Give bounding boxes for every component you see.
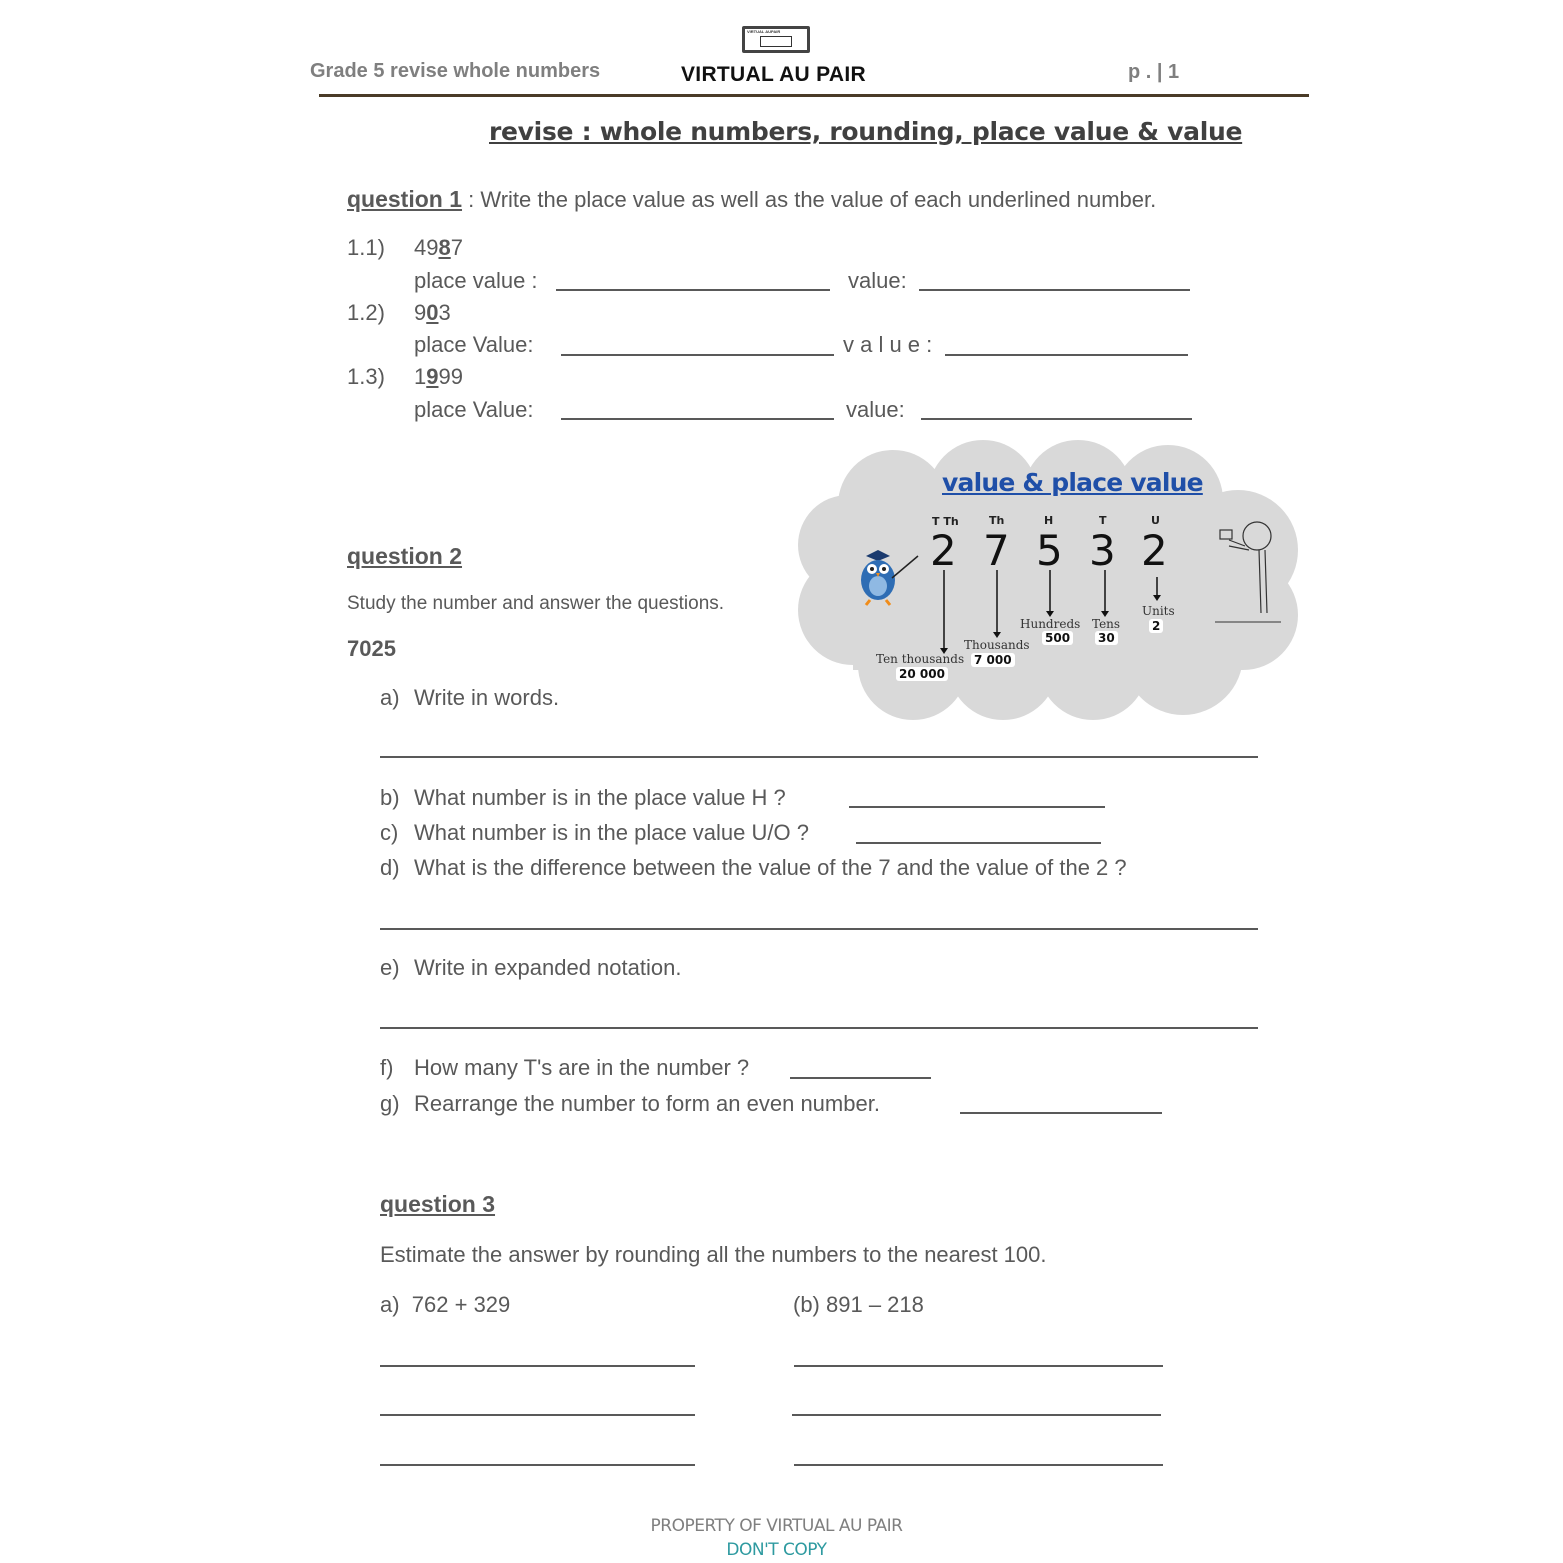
place-value-answer-line[interactable] (556, 289, 830, 291)
digit-units: 2 (1141, 526, 1168, 575)
place-value-label: place Value: (414, 332, 534, 357)
monitor-icon (760, 36, 792, 47)
q1-item-label: 1.2) (347, 300, 385, 325)
col-header-units: U (1151, 514, 1160, 527)
number-part: 3 (438, 300, 451, 325)
answer-line-units[interactable] (856, 842, 1101, 844)
q2-part-label: e) (380, 955, 400, 980)
q2-part-text: Write in expanded notation. (414, 955, 682, 980)
footer-property: PROPERTY OF VIRTUAL AU PAIR (650, 1516, 903, 1536)
digit-hundreds: 5 (1036, 526, 1063, 575)
q1-item-number (414, 364, 463, 390)
answer-line-q3a-3[interactable] (380, 1464, 695, 1466)
answer-line-q3a-1[interactable] (380, 1365, 695, 1367)
name-ten-thousands: Ten thousands (876, 652, 965, 666)
q2-part-text: What number is in the place value H ? (414, 785, 786, 810)
value-label: value: (846, 397, 905, 422)
q1-item-label: 1.1) (347, 235, 385, 260)
answer-line-q3b-2[interactable] (792, 1414, 1161, 1416)
question1-heading: question 1 (347, 186, 463, 212)
place-value-label: place Value: (414, 397, 534, 422)
underlined-digit: 8 (438, 235, 451, 260)
q2-part-label: b) (380, 785, 400, 810)
question3-part-b: (b) 891 – 218 (793, 1292, 924, 1317)
q2-part-label: a) (380, 685, 400, 710)
number-part: 49 (414, 235, 439, 260)
name-hundreds: Hundreds (1020, 617, 1081, 631)
q2-part-text: What number is in the place value U/O ? (414, 820, 809, 845)
question2-heading: question 2 (347, 543, 463, 569)
value-answer-line[interactable] (919, 289, 1190, 291)
value-ten-thousands: 20 000 (896, 667, 948, 681)
worksheet-title: revise : whole numbers, rounding, place value & value (489, 117, 1243, 146)
virtual-au-pair-logo-icon (742, 26, 810, 53)
number-part: 9 (414, 300, 427, 325)
digit-tens: 3 (1089, 526, 1116, 575)
answer-line-difference[interactable] (380, 928, 1258, 930)
header-divider (319, 94, 1309, 97)
q2-part-text: What is the difference between the value of the 7 and the value of the 2 ? (414, 855, 1127, 880)
question1-header (347, 186, 1156, 213)
col-header-thousands: Th (989, 514, 1005, 527)
answer-line-q3b-1[interactable] (794, 1365, 1163, 1367)
number-part: 1 (414, 364, 427, 389)
digit-ten-thousands: 2 (930, 526, 957, 575)
q2-part-label: f) (380, 1055, 394, 1080)
question2-number: 7025 (347, 636, 396, 661)
answer-line-h[interactable] (849, 806, 1105, 808)
answer-line-tens-count[interactable] (790, 1077, 931, 1079)
underlined-digit: 9 (426, 364, 439, 389)
question3-part-a: a) 762 + 329 (380, 1292, 511, 1317)
footer-dont-copy: DON'T COPY (726, 1540, 827, 1560)
q2-part-label: d) (380, 855, 400, 880)
header-brand: VIRTUAL AU PAIR (681, 63, 866, 86)
q2-part-label: c) (380, 820, 399, 845)
question3-heading: question 3 (380, 1191, 496, 1217)
q1-item-number (414, 300, 451, 326)
place-value-answer-line[interactable] (561, 418, 834, 420)
answer-line-even[interactable] (960, 1112, 1162, 1114)
question3-instruction: Estimate the answer by rounding all the numbers to the nearest 100. (380, 1242, 1047, 1267)
page-number: 1 (1168, 61, 1180, 83)
question2-instruction: Study the number and answer the questions. (347, 593, 725, 614)
value-thousands: 7 000 (971, 653, 1015, 667)
number-part: 7 (450, 235, 463, 260)
value-label: v a l u e : (843, 332, 933, 357)
col-header-hundreds: H (1044, 514, 1054, 527)
value-tens: 30 (1095, 631, 1118, 645)
col-header-tens: T (1099, 514, 1107, 527)
page-prefix: p . | (1128, 61, 1169, 83)
col-header-ten-thousands: T Th (932, 515, 959, 528)
answer-line-words[interactable] (380, 756, 1258, 758)
value-hundreds: 500 (1042, 631, 1073, 645)
value-answer-line[interactable] (945, 354, 1188, 356)
value-answer-line[interactable] (921, 418, 1192, 420)
digit-thousands: 7 (983, 526, 1010, 575)
q2-part-text: Write in words. (414, 685, 560, 710)
q2-part-text: How many T's are in the number ? (414, 1055, 750, 1080)
logo-text: VIRTUAL AUPAIR (747, 29, 781, 34)
question1-instruction: : Write the place value as well as the value of each underlined number. (462, 187, 1157, 212)
header-subject: Grade 5 revise whole numbers (310, 60, 601, 82)
number-part: 99 (438, 364, 463, 389)
place-value-label: place value : (414, 268, 538, 293)
underlined-digit: 0 (426, 300, 439, 325)
name-thousands: Thousands (964, 638, 1030, 652)
value-units: 2 (1149, 619, 1163, 633)
infographic-title: value & place value (942, 468, 1203, 497)
value-label: value: (848, 268, 907, 293)
answer-line-q3b-3[interactable] (794, 1464, 1163, 1466)
answer-line-expanded[interactable] (380, 1027, 1258, 1029)
q2-part-label: g) (380, 1091, 400, 1116)
q1-item-label: 1.3) (347, 364, 385, 389)
name-tens: Tens (1092, 617, 1121, 631)
q1-item-number (414, 235, 463, 261)
q2-part-text: Rearrange the number to form an even number. (414, 1091, 880, 1116)
place-value-answer-line[interactable] (561, 354, 834, 356)
header-page-number (1128, 61, 1179, 84)
stick-figure-photographer-icon (1215, 518, 1285, 628)
owl-teacher-icon (858, 548, 924, 610)
name-units: Units (1142, 604, 1175, 618)
answer-line-q3a-2[interactable] (380, 1414, 695, 1416)
